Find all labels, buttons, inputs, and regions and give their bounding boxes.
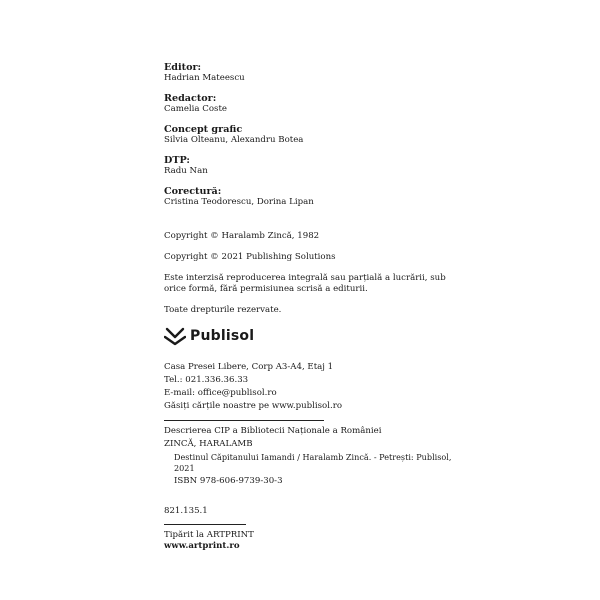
cip-section: [164, 426, 464, 517]
copyright-section: [164, 231, 464, 316]
cip-title-line: Destinul Căpitanului Iamandi / Haralamb Zincă. - Petrești: Publisol, 2021: [174, 452, 452, 473]
credit-role: DTP:: [164, 155, 190, 166]
publisher-email: E-mail: office@publisol.ro: [164, 388, 277, 398]
cip-author: ZINCĂ, HARALAMB: [164, 439, 253, 449]
credit-name: Camelia Coste: [164, 104, 227, 114]
credit-redactor: [164, 93, 464, 115]
publisher-logo: [164, 326, 464, 346]
credit-dtp: [164, 155, 464, 177]
publisher-logo-text: Publisol: [190, 328, 255, 344]
copyright-line-publisher: Copyright © 2021 Publishing Solutions: [164, 252, 336, 262]
credit-editor: [164, 62, 464, 84]
notice-line: orice formă, fără permisiunea scrisă a editurii.: [164, 284, 368, 294]
credits-section: [164, 62, 464, 208]
printer-label: Tipărit la ARTPRINT: [164, 530, 254, 540]
credit-name: Hadrian Mateescu: [164, 73, 245, 83]
printer-url: www.artprint.ro: [164, 541, 240, 551]
reproduction-notice: [164, 273, 464, 295]
copyright-line-author: Copyright © Haralamb Zincă, 1982: [164, 231, 320, 241]
cip-isbn: ISBN 978-606-9739-30-3: [174, 476, 283, 486]
credit-role: Corectură:: [164, 186, 222, 197]
copyright-page: [164, 62, 464, 552]
credit-role: Redactor:: [164, 93, 217, 104]
credit-role: Editor:: [164, 62, 202, 73]
divider-line: [164, 420, 324, 421]
cip-classification: 821.135.1: [164, 506, 208, 516]
publisher-contact: [164, 362, 464, 412]
credit-concept-grafic: [164, 124, 464, 146]
publisher-address: Casa Presei Libere, Corp A3-A4, Etaj 1: [164, 362, 334, 372]
publisher-tel: Tel.: 021.336.36.33: [164, 375, 249, 385]
publisol-logo-icon: [164, 326, 186, 346]
cip-heading: Descrierea CIP a Bibliotecii Naționale a României: [164, 426, 382, 436]
rights-reserved: Toate drepturile rezervate.: [164, 305, 282, 315]
credit-name: Cristina Teodorescu, Dorina Lipan: [164, 197, 314, 207]
credit-role: Concept grafic: [164, 124, 243, 135]
publisher-web: Găsiți cărțile noastre pe www.publisol.ro: [164, 401, 342, 411]
divider-line: [164, 524, 246, 525]
printer-section: [164, 530, 464, 552]
credit-name: Silvia Olteanu, Alexandru Botea: [164, 135, 304, 145]
credit-name: Radu Nan: [164, 166, 208, 176]
notice-line: Este interzisă reproducerea integrală sau parțială a lucrării, sub: [164, 273, 446, 283]
credit-corectura: [164, 186, 464, 208]
